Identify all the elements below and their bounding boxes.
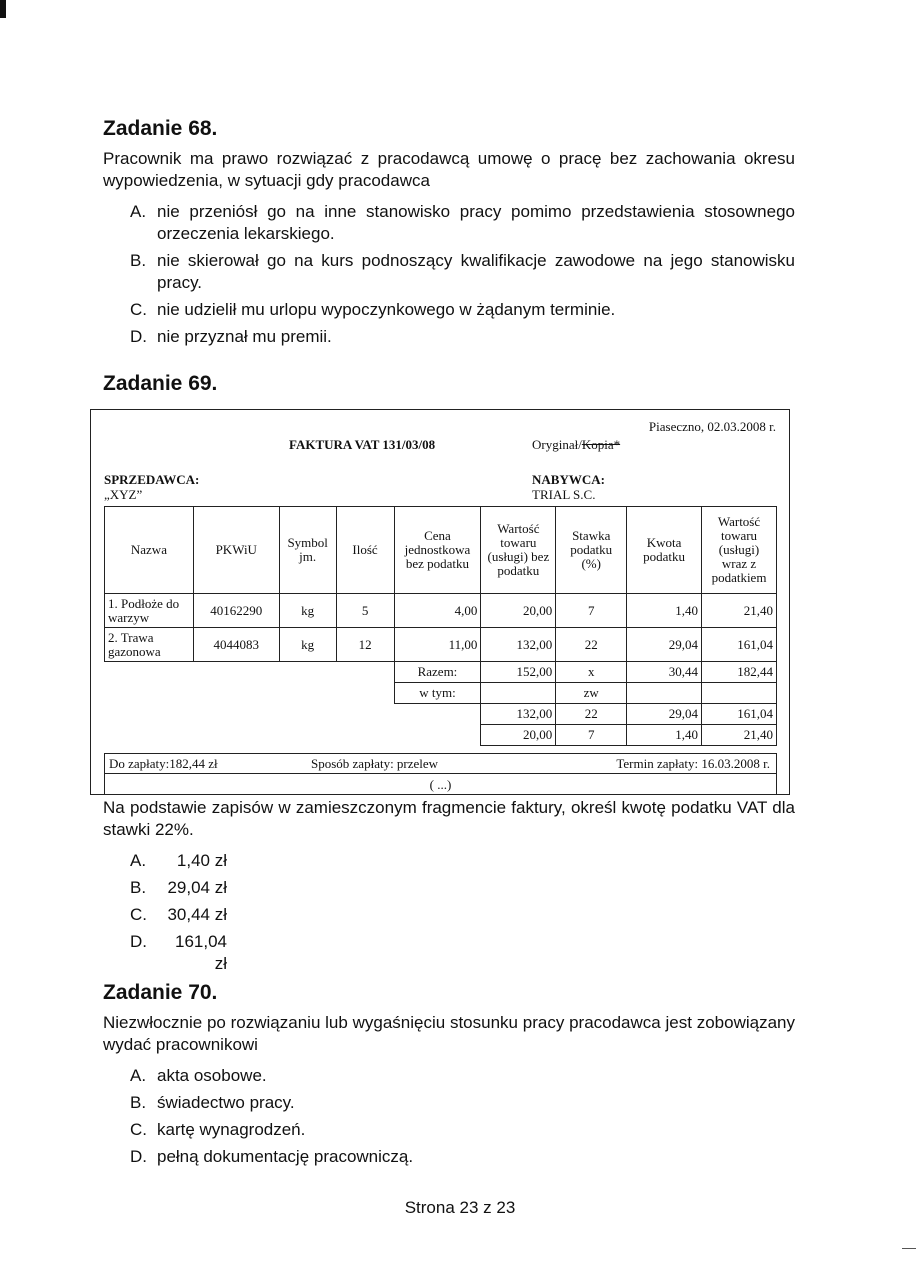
- breakdown-net: 132,00: [481, 704, 556, 725]
- task-70-option-a[interactable]: A. akta osobowe.: [130, 1066, 267, 1085]
- header-cell: Wartość towaru (usługi) wraz z podatkiem: [702, 507, 777, 594]
- task-70-option-c[interactable]: C. kartę wynagrodzeń.: [130, 1120, 306, 1139]
- task-70-option-b[interactable]: B. świadectwo pracy.: [130, 1093, 295, 1112]
- buyer-name: TRIAL S.C.: [532, 487, 596, 502]
- task-68-title: Zadanie 68.: [103, 117, 218, 140]
- item-vat-amount: 29,04: [627, 628, 702, 662]
- total-gross: 182,44: [702, 662, 777, 683]
- item-unit: kg: [279, 628, 336, 662]
- header-cell: Cena jednostkowa bez podatku: [394, 507, 481, 594]
- task-69-option-d[interactable]: D. 161,04 zł: [130, 932, 227, 973]
- item-net-value: 132,00: [481, 628, 556, 662]
- task-68-option-c[interactable]: C. nie udzielił mu urlopu wypoczynkowego w żądanym terminie.: [130, 300, 616, 319]
- table-row: [105, 594, 777, 628]
- table-row: [105, 628, 777, 662]
- total-label: Razem:: [394, 662, 481, 683]
- header-cell: Wartość towaru (usługi) bez podatku: [481, 507, 556, 594]
- item-name: 1. Podłoże do warzyw: [105, 594, 194, 628]
- item-vat-rate: 7: [556, 594, 627, 628]
- item-unit-price: 11,00: [394, 628, 481, 662]
- breakdown-rate: 7: [556, 725, 627, 746]
- task-70-option-d[interactable]: D. pełną dokumentację pracowniczą.: [130, 1147, 414, 1166]
- item-unit: kg: [279, 594, 336, 628]
- task-70-options: [130, 1065, 795, 1173]
- item-vat-amount: 1,40: [627, 594, 702, 628]
- item-pkwiu: 40162290: [193, 594, 279, 628]
- task-69-option-c[interactable]: C. 30,44 zł: [130, 905, 227, 924]
- task-70-title: Zadanie 70.: [103, 981, 218, 1004]
- total-vat: 30,44: [627, 662, 702, 683]
- header-cell: Kwota podatku: [627, 507, 702, 594]
- breakdown-row: [105, 704, 777, 725]
- payment-due-date: Termin zapłaty: 16.03.2008 r.: [616, 756, 770, 771]
- item-net-value: 20,00: [481, 594, 556, 628]
- header-cell: Symbol jm.: [279, 507, 336, 594]
- incl-label: w tym:: [394, 683, 481, 704]
- item-name: 2. Trawa gazonowa: [105, 628, 194, 662]
- incl-row: [105, 683, 777, 704]
- scan-edge-mark: [902, 1248, 916, 1249]
- breakdown-gross: 161,04: [702, 704, 777, 725]
- invoice-items-table: [104, 506, 777, 746]
- invoice-place-date: Piaseczno, 02.03.2008 r.: [648, 419, 776, 434]
- header-cell: Stawka podatku (%): [556, 507, 627, 594]
- item-qty: 5: [336, 594, 394, 628]
- total-rate: x: [556, 662, 627, 683]
- task-68-question: Pracownik ma prawo rozwiązać z pracodawcą umowę o pracę bez zachowania okresu wypowiedzenia, w sytuacji gdy pracodawca: [103, 149, 795, 190]
- task-68-option-b[interactable]: B. nie skierował go na kurs podnoszący kwalifikacje zawodowe na jego stanowisku pracy.: [130, 251, 795, 292]
- item-vat-rate: 22: [556, 628, 627, 662]
- header-cell: Ilość: [336, 507, 394, 594]
- invoice-title: FAKTURA VAT 131/03/08: [289, 437, 436, 452]
- invoice-copy-type: Oryginał/Kopia*: [532, 437, 621, 452]
- item-gross-value: 161,04: [702, 628, 777, 662]
- breakdown-rate: 22: [556, 704, 627, 725]
- seller-label: SPRZEDAWCA:: [104, 472, 200, 487]
- totals-row: [105, 662, 777, 683]
- page-number: Strona 23 z 23: [404, 1198, 516, 1217]
- task-69-option-b[interactable]: B. 29,04 zł: [130, 878, 227, 897]
- task-68-option-d[interactable]: D. nie przyznał mu premii.: [130, 327, 332, 346]
- breakdown-net: 20,00: [481, 725, 556, 746]
- item-gross-value: 21,40: [702, 594, 777, 628]
- invoice-continuation: ( ...): [104, 774, 777, 795]
- payment-row: [104, 753, 777, 774]
- task-70-question: Niezwłocznie po rozwiązaniu lub wygaśnięciu stosunku pracy pracodawca jest zobowiązany wydać pracownikowi: [103, 1013, 795, 1054]
- table-header-row: [105, 507, 777, 594]
- item-unit-price: 4,00: [394, 594, 481, 628]
- item-qty: 12: [336, 628, 394, 662]
- scan-corner-mark: [0, 0, 6, 18]
- invoice: [90, 409, 790, 795]
- breakdown-vat: 29,04: [627, 704, 702, 725]
- total-net: 152,00: [481, 662, 556, 683]
- task-69-option-a[interactable]: A. 1,40 zł: [130, 851, 227, 870]
- seller-name: „XYZ”: [104, 487, 143, 502]
- task-69-options: [130, 850, 795, 973]
- header-cell: PKWiU: [193, 507, 279, 594]
- buyer-label: NABYWCA:: [532, 472, 605, 487]
- task-69-title: Zadanie 69.: [103, 372, 218, 395]
- item-pkwiu: 4044083: [193, 628, 279, 662]
- breakdown-row: [105, 725, 777, 746]
- task-68-option-a[interactable]: A. nie przeniósł go na inne stanowisko pracy pomimo przedstawienia stosownego orzeczenia lekarskiego.: [130, 202, 795, 243]
- header-cell: Nazwa: [105, 507, 194, 594]
- payment-method: Sposób zapłaty: przelew: [311, 756, 439, 771]
- breakdown-gross: 21,40: [702, 725, 777, 746]
- task-69-question: Na podstawie zapisów w zamieszczonym fragmencie faktury, określ kwotę podatku VAT dla stawki 22%.: [103, 798, 795, 839]
- task-68-options: [130, 201, 795, 353]
- amount-due: Do zapłaty:182,44 zł: [109, 756, 218, 771]
- breakdown-vat: 1,40: [627, 725, 702, 746]
- exempt-rate: zw: [556, 683, 627, 704]
